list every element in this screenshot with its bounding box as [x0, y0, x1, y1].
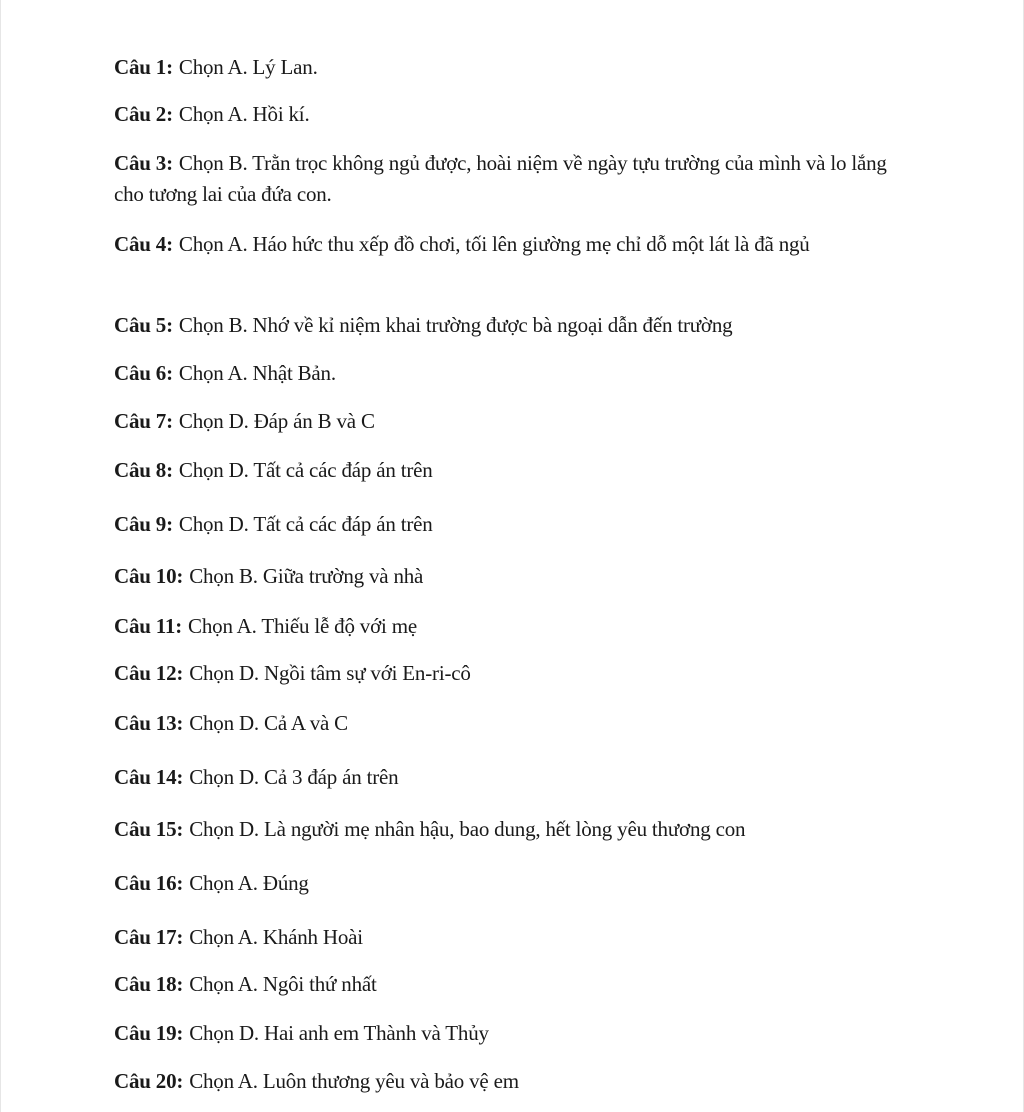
- answer-item-7: [114, 406, 904, 437]
- question-label: Câu 7:: [114, 409, 173, 433]
- answer-text: Chọn A. Lý Lan.: [178, 55, 318, 79]
- answer-text: Chọn B. Nhớ về kỉ niệm khai trường được bà ngoại dẫn đến trường: [178, 313, 733, 337]
- question-label: Câu 11:: [114, 614, 183, 638]
- answer-item-2: [114, 99, 904, 130]
- answer-item-3: [114, 148, 904, 210]
- answer-item-10: [114, 561, 904, 592]
- question-label: Câu 3:: [114, 151, 173, 175]
- answer-text: Chọn D. Hai anh em Thành và Thủy: [189, 1021, 489, 1045]
- question-label: Câu 5:: [114, 313, 173, 337]
- question-label: Câu 18:: [114, 972, 184, 996]
- answer-text: Chọn A. Đúng: [189, 871, 309, 895]
- question-label: Câu 20:: [114, 1069, 184, 1093]
- question-label: Câu 17:: [114, 925, 184, 949]
- answer-text: Chọn D. Là người mẹ nhân hậu, bao dung, hết lòng yêu thương con: [189, 817, 746, 841]
- answer-item-12: [114, 658, 904, 689]
- answer-item-6: [114, 358, 904, 389]
- answer-text: Chọn B. Giữa trường và nhà: [189, 564, 424, 588]
- question-label: Câu 19:: [114, 1021, 184, 1045]
- question-label: Câu 1:: [114, 55, 173, 79]
- answer-item-11: [114, 611, 904, 642]
- answer-item-20: [114, 1066, 904, 1097]
- answer-text: Chọn A. Luôn thương yêu và bảo vệ em: [189, 1069, 519, 1093]
- answer-text: Chọn D. Cả 3 đáp án trên: [189, 765, 399, 789]
- question-label: Câu 4:: [114, 232, 173, 256]
- question-label: Câu 2:: [114, 102, 173, 126]
- answer-item-15: [114, 814, 904, 845]
- answer-text: Chọn D. Cả A và C: [189, 711, 348, 735]
- answer-text: Chọn D. Ngồi tâm sự với En-ri-cô: [189, 661, 471, 685]
- question-label: Câu 9:: [114, 512, 173, 536]
- answer-item-1: [114, 52, 904, 83]
- question-label: Câu 16:: [114, 871, 184, 895]
- question-label: Câu 15:: [114, 817, 184, 841]
- answer-text: Chọn B. Trằn trọc không ngủ được, hoài niệm về ngày tựu trường của mình và lo lắng cho tương lai của đứa con.: [114, 151, 887, 206]
- question-label: Câu 6:: [114, 361, 173, 385]
- answer-text: Chọn A. Hồi kí.: [178, 102, 310, 126]
- answer-item-17: [114, 922, 904, 953]
- answer-item-16: [114, 868, 904, 899]
- question-label: Câu 13:: [114, 711, 184, 735]
- question-label: Câu 8:: [114, 458, 173, 482]
- answer-text: Chọn A. Ngôi thứ nhất: [189, 972, 377, 996]
- answer-item-9: [114, 509, 904, 540]
- answer-item-14: [114, 762, 904, 793]
- answer-text: Chọn D. Tất cả các đáp án trên: [178, 512, 433, 536]
- answer-item-4: [114, 229, 904, 260]
- answer-item-13: [114, 708, 904, 739]
- answer-item-5: [114, 310, 904, 341]
- question-label: Câu 14:: [114, 765, 184, 789]
- answer-item-19: [114, 1018, 904, 1049]
- question-label: Câu 10:: [114, 564, 184, 588]
- question-label: Câu 12:: [114, 661, 184, 685]
- answer-item-18: [114, 969, 904, 1000]
- answer-text: Chọn D. Tất cả các đáp án trên: [178, 458, 433, 482]
- answer-text: Chọn A. Háo hức thu xếp đồ chơi, tối lên giường mẹ chỉ dỗ một lát là đã ngủ: [178, 232, 810, 256]
- answer-item-8: [114, 455, 904, 486]
- answer-text: Chọn A. Thiếu lễ độ với mẹ: [188, 614, 417, 638]
- answer-text: Chọn A. Khánh Hoài: [189, 925, 363, 949]
- answer-text: Chọn A. Nhật Bản.: [178, 361, 336, 385]
- answer-text: Chọn D. Đáp án B và C: [178, 409, 375, 433]
